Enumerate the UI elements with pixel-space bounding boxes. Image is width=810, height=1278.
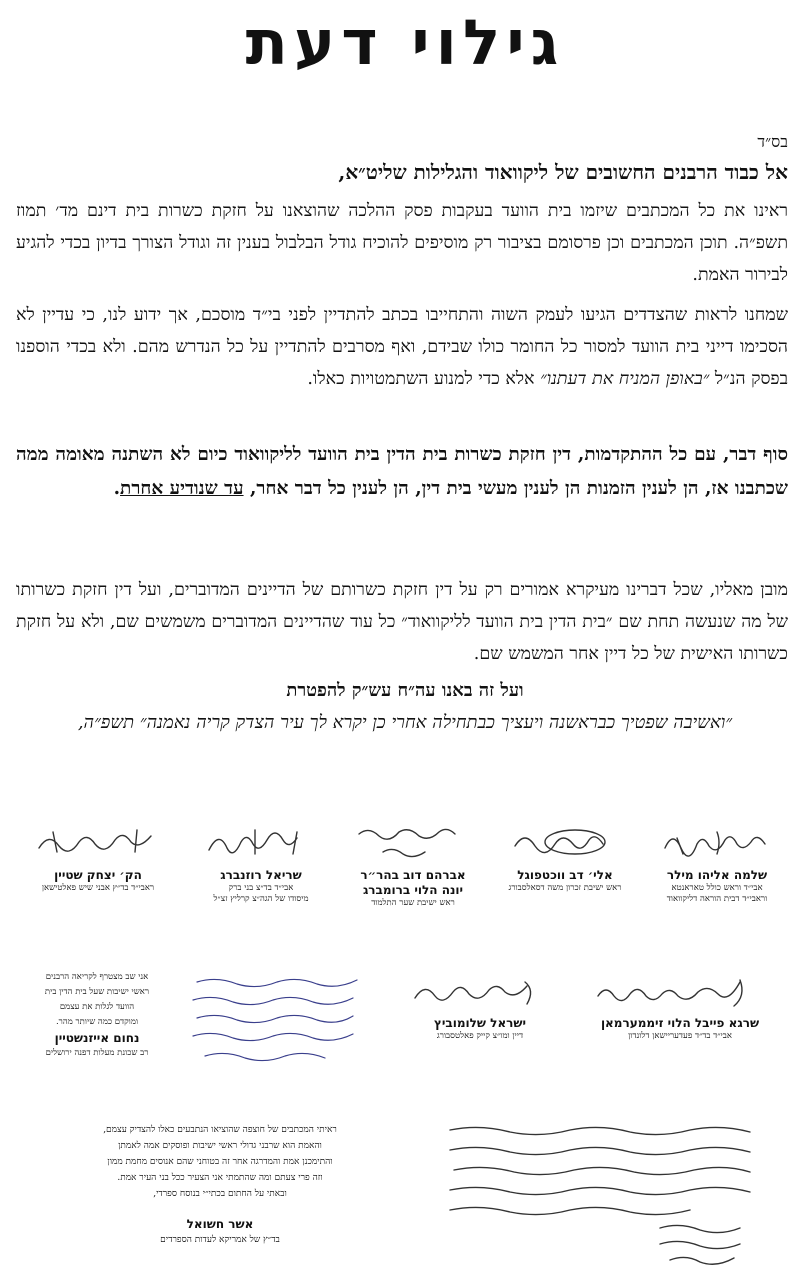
signature-shlomovitz xyxy=(395,972,565,1042)
signature-rosenberg xyxy=(186,818,336,905)
handwritten-signature-icon xyxy=(657,818,777,868)
signature-stein xyxy=(18,818,178,894)
note-line: הוועד לגלות את עצמם xyxy=(59,1002,135,1012)
paragraph-4: מובן מאליו, שכל דברינו מעיקרא אמורים רק על דין חזקת כשרותם של הדיינים המדוברים, ועל דין חזקת כשרותו של מה שנעשה תחת שם ״בית הדין בית הוועד לליקוואוד״ כל עוד שהדיינים המדוברים משמשים שם, ולא על חזקת כשרותו האישית של כל דיין אחר המשמש שם. xyxy=(16,580,788,664)
signer-title: אבי״ד וראש כולל טאראנטא xyxy=(671,883,763,893)
closing-verse: ״ואשיבה שפטיך כבראשנה ויעציך כבתחילה אחרי כן יקרא לך עיר הצדק קריה נאמנה״ תשפ״ה, xyxy=(77,712,733,733)
paragraph-2-start: שמחנו לראות שהצדדים הגיעו לעמק השוה והתחייבו בכתב להתדיין לפני בי״ד מוסכם, אך ידוע לנו, כי עדיין לא הסכימו דייני בית הוועד למסור כל החומר כולו שבידם, ואף מסרבים להתדיין על כל הנדרש מהם. ולא בכדי הוספנו בפסק הנ״ל xyxy=(16,305,788,389)
paragraph-2-quote: ״באופן המניח את דעתנו״ xyxy=(540,369,710,389)
signer-title: ראש ישיבת זכרון משה דסאלסבורג xyxy=(508,883,622,893)
signer-name: אברהם דוב בהר״ר xyxy=(360,868,466,882)
note-line: אני שב מצטרף לקריאה הרבנים xyxy=(45,972,149,982)
handwritten-signature-icon xyxy=(590,972,770,1016)
signature-wachtfogel xyxy=(490,818,640,894)
signer-name: ישראל שלומוביץ xyxy=(433,1016,527,1030)
signature-zimmerman xyxy=(580,972,780,1042)
handwritten-letter xyxy=(440,1118,780,1268)
signer-name: אלי׳ דב ווכטפוגל xyxy=(517,868,613,882)
signer-title: אבי״ד בד״צ בני ברק xyxy=(228,883,294,893)
handwritten-signature-icon xyxy=(405,972,555,1016)
signature-bromberg xyxy=(338,818,488,909)
note-line: וזה פרי צעתם ומה שהתמתי אני הצעיר ככל בני העיר אמת. xyxy=(117,1173,323,1183)
signer-title: דיין ומו״צ קייק פאלטסבורג xyxy=(436,1031,524,1041)
note-line: והתימכנן אמת והמדרגה אחר זה בטוחני שהם אנוסים מחמת ממון xyxy=(107,1157,333,1167)
signer-name: הק׳ יצחק שטיין xyxy=(54,868,142,882)
paragraph-3 xyxy=(16,438,788,506)
signer-title: ראבי״ד בד״ץ אבני שיש פאלטישאן xyxy=(41,883,155,893)
paragraph-3-underline: עד שנודיע אחרת xyxy=(120,478,244,499)
signature-miller xyxy=(642,818,792,905)
handwritten-signature-icon xyxy=(33,818,163,868)
note-line: ומוקדם כמה שיותר מהר. xyxy=(55,1017,139,1027)
note-hashuel xyxy=(10,1122,430,1248)
signer-name: נחום אייזנשטיין xyxy=(54,1031,140,1045)
letter-address: אל כבוד הרבנים החשובים של ליקוואוד והגלילות שליט״א, xyxy=(338,160,788,184)
document-title: גילוי דעת xyxy=(245,6,565,79)
signer-name: אשר חשואל xyxy=(186,1217,254,1231)
paragraph-1: ראינו את כל המכתבים שיזמו בית הוועד בעקבות פסק ההלכה שהוצאנו על חזקת כשרות בית דינם מד׳ תמוז תשפ״ה. תוכן המכתבים וכן פרסומם בציבור רק מוסיפים להוכיח גודל הבלבול בענין זה וגודל הצורך בדיון בכדי להגיע לבירור האמת. xyxy=(16,201,788,285)
note-line: ובאתי על החתום בכתי״י בנוסח ספרדי, xyxy=(153,1189,287,1199)
signer-name: שרגא פייבל הלוי זיממערמאן xyxy=(600,1016,760,1030)
signer-name: שלמה אליהו מילר xyxy=(666,868,768,882)
handwritten-signature-icon xyxy=(505,818,625,868)
signer-title-2: מיסודו של הגה״צ קרליץ זצ״ל xyxy=(213,894,309,904)
bsd-mark: בס״ד xyxy=(757,132,788,151)
paragraph-2 xyxy=(16,299,788,395)
signer-title-2: וראבי״ד דבית הוראה דליקוואוד xyxy=(666,894,768,904)
handwritten-signature-icon xyxy=(353,818,473,868)
paragraph-3-end: . xyxy=(113,478,121,499)
handwritten-letter-icon xyxy=(440,1118,780,1268)
signer-name-2: יונה הלוי ברומברג xyxy=(362,883,464,897)
signer-title: אבי״ד בד״ד פעדעריישאן דלונדון xyxy=(628,1031,732,1041)
handwritten-note xyxy=(185,968,375,1076)
signer-title: ראש ישיבת שער התלמוד xyxy=(371,898,455,908)
handwritten-signature-icon xyxy=(201,818,321,868)
handwritten-note-icon xyxy=(185,968,375,1076)
note-eisenstein xyxy=(12,970,182,1061)
paragraph-2-end: אלא כדי למנוע השתמטויות כאלו. xyxy=(307,369,541,389)
note-line: ראשי ישיבות שעל בית הדין בית xyxy=(44,987,150,997)
signer-title: בד״ץ של אמריקא לעדות הספרדים xyxy=(160,1235,280,1245)
paragraph-3-start: סוף דבר, עם כל ההתקדמות, דין חזקת כשרות בית הדין בית הוועד לליקוואוד כיום לא השתנה מאומה ממה שכתבנו אז, הן לענין הזמנות הן לענין מעשי בית דין, הן לענין כל דבר אחר, xyxy=(16,444,788,499)
note-line: ראיתי המכתבים של חוצפה שהוציאו הנתבעים כאלו להצדיק עצמם, xyxy=(103,1125,337,1135)
signer-name: שריאל רוזנברג xyxy=(220,868,302,882)
note-line: והאמת הוא שרבני גדולי ראשי ישיבות ופוסקים אמה לאמתן xyxy=(118,1141,322,1151)
signer-title: רב שכונת מעלות דפנה ירושלים xyxy=(45,1048,149,1058)
closing-line: ועל זה באנו עה״ח עש״ק להפטרת xyxy=(286,680,524,701)
